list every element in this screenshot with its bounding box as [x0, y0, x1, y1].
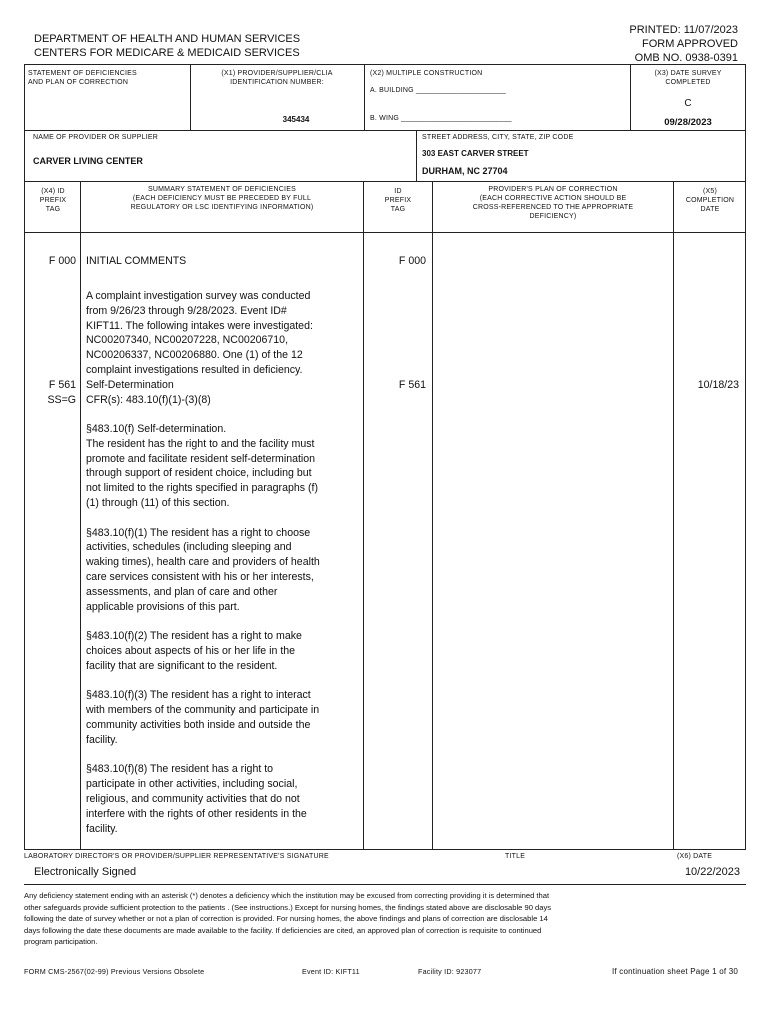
reg-paragraph-f: §483.10(f) Self-determination. The resident has the right to and the facility must promote and facilitate resident self-determination through support of resident choice, including but not limited to the rights specified in paragraphs (f) (1) through (11) of this section. [86, 423, 319, 509]
provider-label: NAME OF PROVIDER OR SUPPLIER [33, 134, 159, 141]
disclaimer-text: Any deficiency statement ending with an asterisk (*) denotes a deficiency which the institution may be excused from correcting providing it is determined that other safeguards provide sufficient protection to the patients . (See instructions.) Except for nursing homes, the findings stated above are disclosable 90 days following the date of survey whether or not a plan of correction is provided. For nursing homes, the above findings and plans of correction are disclosable 14 days following the date these documents are made available to the facility. If deficiencies are cited, an approved plan of correction is requisite to continued program participation. [24, 891, 552, 947]
f561-id-tag: F 561 [398, 379, 426, 391]
footer-facility-id: Facility ID: 923077 [418, 967, 482, 976]
footer-page-number: If continuation sheet Page 1 of 30 [612, 967, 738, 976]
f000-id-tag: F 000 [398, 255, 426, 267]
form-approval-block [629, 23, 738, 65]
x3-label: (X3) DATE SURVEY COMPLETED [654, 70, 722, 86]
x3-code: C [684, 98, 692, 109]
signature-value: Electronically Signed [34, 866, 137, 878]
reg-paragraph-f2: §483.10(f)(2) The resident has a right to make choices about aspects of his or her life in the facility that are significant to the resident. [86, 630, 302, 672]
f000-title: INITIAL COMMENTS [86, 255, 187, 267]
form-approved: FORM APPROVED [642, 38, 738, 50]
agency-header [34, 32, 300, 60]
dept-line-1: DEPARTMENT OF HEALTH AND HUMAN SERVICES [34, 33, 301, 45]
printed-date: PRINTED: 11/07/2023 [629, 24, 738, 36]
f561-title: Self-Determination [86, 379, 174, 391]
survey-completed-date: 09/28/2023 [664, 117, 712, 128]
plan-column-header: PROVIDER'S PLAN OF CORRECTION (EACH CORRECTIVE ACTION SHOULD BE CROSS-REFERENCED TO THE APPROPRIATE DEFICIENCY) [472, 186, 634, 220]
address-line-1: 303 EAST CARVER STREET [422, 149, 529, 158]
dept-line-2: CENTERS FOR MEDICARE & MEDICAID SERVICES [34, 47, 300, 59]
building-label: A. BUILDING ______________________ [370, 87, 507, 94]
provider-id-number: 345434 [282, 115, 310, 124]
statement-label: STATEMENT OF DEFICIENCIES AND PLAN OF CORRECTION [28, 70, 137, 86]
address-label: STREET ADDRESS, CITY, STATE, ZIP CODE [422, 134, 574, 141]
wing-label: B. WING ___________________________ [370, 115, 512, 122]
f561-tag: F 561 [48, 379, 76, 391]
reg-paragraph-f8: §483.10(f)(8) The resident has a right to participate in other activities, including social, religious, and community activities that do not interfere with the rights of other residents in the facility. [86, 763, 307, 835]
f561-completion-date: 10/18/23 [697, 379, 739, 391]
signature-label: LABORATORY DIRECTOR'S OR PROVIDER/SUPPLIER REPRESENTATIVE'S SIGNATURE [24, 853, 329, 860]
regulation-text [86, 422, 358, 851]
summary-column-header: SUMMARY STATEMENT OF DEFICIENCIES (EACH DEFICIENCY MUST BE PRECEDED BY FULL REGULATORY OR LSC IDENTIFYING INFORMATION) [130, 186, 314, 211]
omb-number: OMB NO. 0938-0391 [634, 52, 738, 64]
x2-label: (X2) MULTIPLE CONSTRUCTION [370, 70, 483, 77]
address-line-2: DURHAM, NC 27704 [422, 166, 508, 176]
id-column-header: ID PREFIX TAG [384, 188, 412, 213]
date-label: (X6) DATE [677, 853, 713, 860]
title-label: TITLE [505, 853, 526, 860]
f000-tag: F 000 [48, 255, 76, 267]
provider-name: CARVER LIVING CENTER [33, 156, 143, 166]
footer-form-id: FORM CMS-2567(02-99) Previous Versions Obsolete [24, 967, 205, 976]
signature-date: 10/22/2023 [684, 866, 740, 878]
x5-column-header: (X5) COMPLETION DATE [685, 188, 735, 213]
initial-comments-text: A complaint investigation survey was conducted from 9/26/23 through 9/28/2023. Event ID# KIFT11. The following intakes were investigated: NC00207340, NC00207228, NC00206710, NC00206337, NC00206880. One (1) of the 12 complaint investigations resulted in deficiency. [86, 290, 313, 376]
reg-paragraph-f1: §483.10(f)(1) The resident has a right to choose activities, schedules (including sleeping and waking times), health care and providers of health care services consistent with his or her interests, assessments, and plan of care and other applicable provisions of this part. [86, 526, 320, 613]
f561-cfr: CFR(s): 483.10(f)(1)-(3)(8) [86, 394, 211, 406]
reg-paragraph-f3: §483.10(f)(3) The resident has a right to interact with members of the community and participate in community activities both inside and outside the facility. [86, 689, 320, 746]
footer-event-id: Event ID: KIFT11 [302, 967, 360, 976]
x4-column-header: (X4) ID PREFIX TAG [39, 188, 67, 213]
x1-label: (X1) PROVIDER/SUPPLIER/CLIA IDENTIFICATION NUMBER: [221, 70, 333, 86]
f561-severity: SS=G [47, 394, 76, 406]
